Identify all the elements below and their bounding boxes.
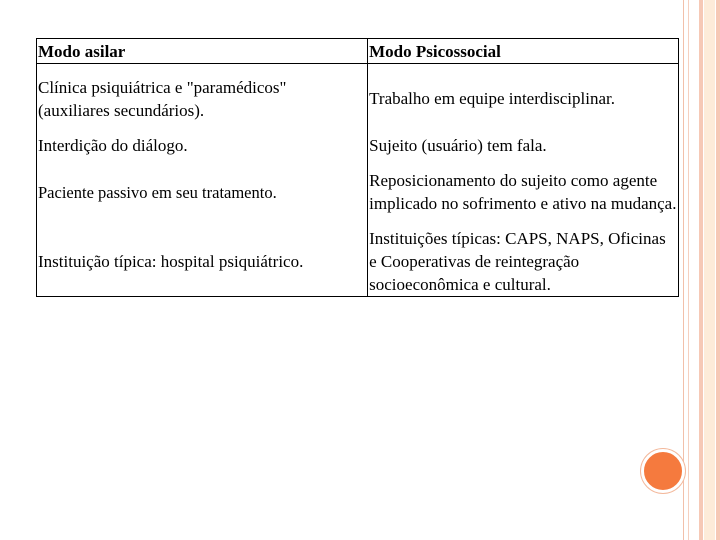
comparison-table [36,38,679,297]
border-line [683,0,684,540]
border-line [688,0,689,540]
cell-asilar: Instituição típica: hospital psiquiátrico. [37,227,368,297]
table-header-row [37,39,679,64]
table-row [37,158,679,227]
cell-psicossocial: Instituições típicas: CAPS, NAPS, Oficinas e Cooperativas de reintegração socioeconômica e cultural. [368,227,679,297]
cell-psicossocial: Reposicionamento do sujeito como agente implicado no sofrimento e ativo na mudança. [368,158,679,227]
circle-ornament-icon [641,449,685,493]
cell-asilar: Paciente passivo em seu tratamento. [37,158,368,227]
header-modo-asilar: Modo asilar [37,39,368,64]
decorative-border-inner [703,0,716,540]
table-row [37,134,679,158]
cell-asilar: Clínica psiquiátrica e "paramédicos" (auxiliares secundários). [37,64,368,134]
header-modo-psicossocial: Modo Psicossocial [368,39,679,64]
table-row [37,64,679,134]
cell-psicossocial: Sujeito (usuário) tem fala. [368,134,679,158]
cell-asilar: Interdição do diálogo. [37,134,368,158]
table-row [37,227,679,297]
cell-psicossocial: Trabalho em equipe interdisciplinar. [368,64,679,134]
